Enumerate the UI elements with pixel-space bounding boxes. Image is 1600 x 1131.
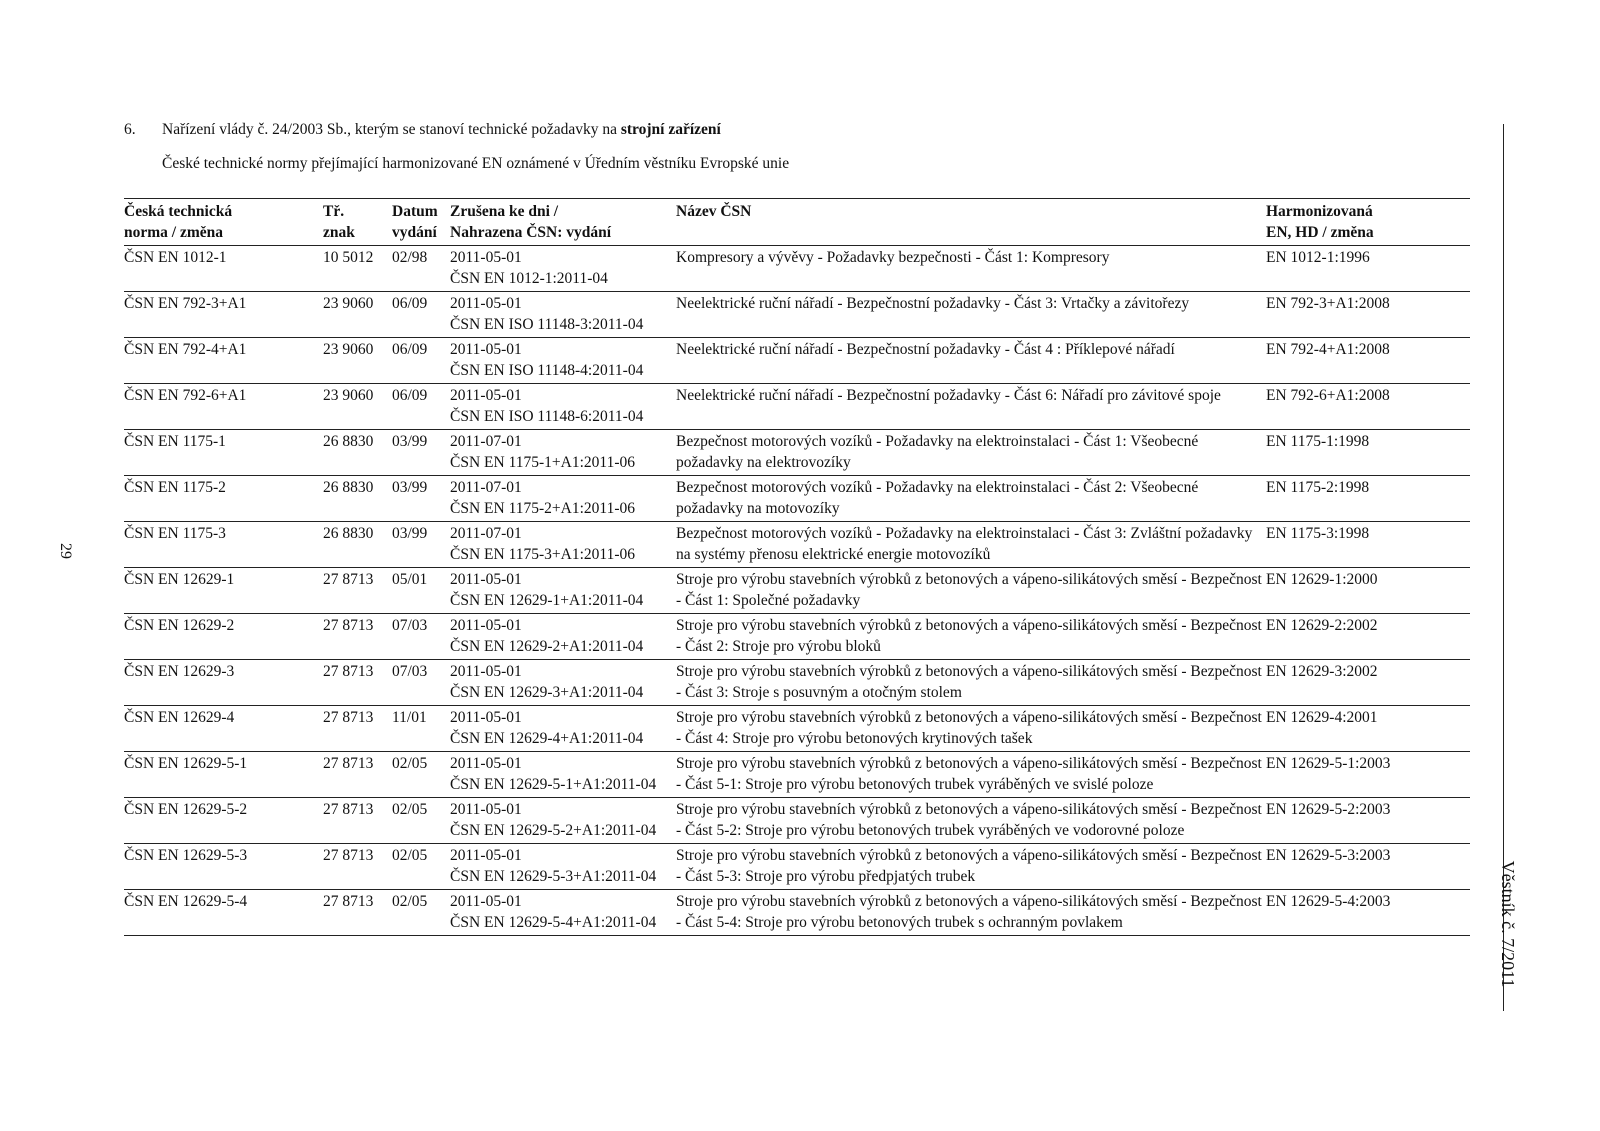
cell-norm: ČSN EN 12629-2 xyxy=(124,617,235,634)
cell-norm: ČSN EN 792-6+A1 xyxy=(124,387,247,404)
cell-harmonized: EN 1175-3:1998 xyxy=(1266,525,1370,542)
cell-norm: ČSN EN 12629-5-2 xyxy=(124,801,248,818)
cell-class: 27 8713 xyxy=(323,663,374,680)
cell-norm: ČSN EN 1175-1 xyxy=(124,433,226,450)
cell-norm: ČSN EN 12629-5-4 xyxy=(124,893,248,910)
cell-class: 27 8713 xyxy=(323,893,374,910)
cancel-date: 2011-05-01 xyxy=(450,341,522,358)
table-row xyxy=(124,660,1470,706)
cell-date: 02/05 xyxy=(392,893,428,910)
cell-cancelled xyxy=(450,614,676,660)
replacement-norm: ČSN EN 12629-5-3+A1:2011-04 xyxy=(450,867,657,885)
cancel-date: 2011-05-01 xyxy=(450,801,522,818)
section-heading-emphasis: strojní zařízení xyxy=(620,121,721,138)
replacement-norm: ČSN EN ISO 11148-4:2011-04 xyxy=(450,361,644,379)
cell-date: 05/01 xyxy=(392,571,428,588)
cell-cancelled xyxy=(450,660,676,706)
cancel-date: 2011-05-01 xyxy=(450,663,522,680)
cell-title: Stroje pro výrobu stavebních výrobků z betonových a vápeno-silikátových směsí - Bezpečnost - Část 5-2: Stroje pro výrobu betonových trubek vyráběných ve vodorovné poloze xyxy=(676,801,1262,839)
header-cancelled: Zrušena ke dni / Nahrazena ČSN: vydání xyxy=(450,199,676,246)
replacement-norm: ČSN EN 12629-5-1+A1:2011-04 xyxy=(450,775,657,793)
cell-harmonized: EN 12629-4:2001 xyxy=(1266,709,1378,726)
table-row xyxy=(124,292,1470,338)
cell-harmonized: EN 792-4+A1:2008 xyxy=(1266,341,1390,358)
cell-norm: ČSN EN 12629-3 xyxy=(124,663,235,680)
section-subheading: České technické normy přejímající harmonizované EN oznámené v Úředním věstníku Evropské unie xyxy=(162,155,790,172)
table-row xyxy=(124,430,1470,476)
cell-class: 26 8830 xyxy=(323,479,374,496)
cell-date: 02/05 xyxy=(392,801,428,818)
cell-cancelled xyxy=(450,752,676,798)
cell-norm: ČSN EN 12629-5-3 xyxy=(124,847,248,864)
cell-cancelled xyxy=(450,384,676,430)
replacement-norm: ČSN EN 12629-3+A1:2011-04 xyxy=(450,683,644,701)
replacement-norm: ČSN EN 1012-1:2011-04 xyxy=(450,269,608,287)
cell-date: 03/99 xyxy=(392,525,428,542)
cell-harmonized: EN 1175-1:1998 xyxy=(1266,433,1370,450)
cell-title: Stroje pro výrobu stavebních výrobků z betonových a vápeno-silikátových směsí - Bezpečnost - Část 5-1: Stroje pro výrobu betonových trubek vyráběných ve svislé poloze xyxy=(676,755,1262,793)
cell-norm: ČSN EN 1175-3 xyxy=(124,525,226,542)
cell-date: 03/99 xyxy=(392,433,428,450)
cell-class: 27 8713 xyxy=(323,847,374,864)
cell-cancelled xyxy=(450,706,676,752)
replacement-norm: ČSN EN 1175-3+A1:2011-06 xyxy=(450,545,635,563)
table-row xyxy=(124,890,1470,936)
table-row xyxy=(124,522,1470,568)
header-date: Datum vydání xyxy=(392,199,450,246)
cell-harmonized: EN 792-3+A1:2008 xyxy=(1266,295,1390,312)
cancel-date: 2011-05-01 xyxy=(450,893,522,910)
cancel-date: 2011-05-01 xyxy=(450,755,522,772)
replacement-norm: ČSN EN 12629-5-4+A1:2011-04 xyxy=(450,913,657,931)
table-row xyxy=(124,568,1470,614)
table-header-row xyxy=(124,199,1470,246)
norms-table xyxy=(124,198,1470,936)
table-row xyxy=(124,844,1470,890)
cell-title: Neelektrické ruční nářadí - Bezpečnostní požadavky - Část 6: Nářadí pro závitové spoje xyxy=(676,387,1221,404)
cell-norm: ČSN EN 1175-2 xyxy=(124,479,226,496)
cell-cancelled xyxy=(450,798,676,844)
replacement-norm: ČSN EN 12629-2+A1:2011-04 xyxy=(450,637,644,655)
cell-norm: ČSN EN 1012-1 xyxy=(124,249,227,266)
cell-norm: ČSN EN 792-4+A1 xyxy=(124,341,247,358)
cell-cancelled xyxy=(450,476,676,522)
table-row xyxy=(124,752,1470,798)
cell-cancelled xyxy=(450,292,676,338)
cell-date: 07/03 xyxy=(392,617,428,634)
cell-harmonized: EN 1012-1:1996 xyxy=(1266,249,1370,266)
header-title: Název ČSN xyxy=(676,199,1266,246)
cell-cancelled xyxy=(450,246,676,292)
cancel-date: 2011-05-01 xyxy=(450,387,522,404)
table-row xyxy=(124,246,1470,292)
cell-harmonized: EN 12629-5-1:2003 xyxy=(1266,755,1391,772)
cell-harmonized: EN 792-6+A1:2008 xyxy=(1266,387,1390,404)
cell-class: 27 8713 xyxy=(323,617,374,634)
cell-title: Bezpečnost motorových vozíků - Požadavky na elektroinstalaci - Část 1: Všeobecné požadavky na elektrovozíky xyxy=(676,433,1199,471)
cell-title: Bezpečnost motorových vozíků - Požadavky na elektroinstalaci - Část 2: Všeobecné požadavky na motovozíky xyxy=(676,479,1199,517)
cell-title: Stroje pro výrobu stavebních výrobků z betonových a vápeno-silikátových směsí - Bezpečnost - Část 2: Stroje pro výrobu bloků xyxy=(676,617,1262,655)
cancel-date: 2011-05-01 xyxy=(450,249,522,266)
cell-date: 02/05 xyxy=(392,847,428,864)
table-row xyxy=(124,798,1470,844)
cell-date: 07/03 xyxy=(392,663,428,680)
cancel-date: 2011-07-01 xyxy=(450,525,522,542)
cell-class: 27 8713 xyxy=(323,755,374,772)
replacement-norm: ČSN EN 1175-1+A1:2011-06 xyxy=(450,453,635,471)
table-row xyxy=(124,476,1470,522)
cancel-date: 2011-07-01 xyxy=(450,479,522,496)
cell-date: 02/98 xyxy=(392,249,428,266)
section-heading xyxy=(124,119,721,141)
journal-issue: Věstník č. 7/2011 xyxy=(1498,860,1518,988)
cell-date: 06/09 xyxy=(392,341,428,358)
table-row xyxy=(124,384,1470,430)
cell-harmonized: EN 12629-5-3:2003 xyxy=(1266,847,1391,864)
section-heading-text: Nařízení vlády č. 24/2003 Sb., kterým se stanoví technické požadavky na xyxy=(162,121,621,138)
table-row xyxy=(124,706,1470,752)
table-row xyxy=(124,338,1470,384)
replacement-norm: ČSN EN 12629-1+A1:2011-04 xyxy=(450,591,644,609)
cell-title: Stroje pro výrobu stavebních výrobků z betonových a vápeno-silikátových směsí - Bezpečnost - Část 5-4: Stroje pro výrobu betonových trubek s ochranným povlakem xyxy=(676,893,1262,931)
cell-harmonized: EN 12629-5-2:2003 xyxy=(1266,801,1391,818)
cancel-date: 2011-05-01 xyxy=(450,571,522,588)
cell-harmonized: EN 12629-2:2002 xyxy=(1266,617,1378,634)
cell-harmonized: EN 1175-2:1998 xyxy=(1266,479,1370,496)
cell-date: 06/09 xyxy=(392,295,428,312)
cell-class: 26 8830 xyxy=(323,525,374,542)
cell-title: Stroje pro výrobu stavebních výrobků z betonových a vápeno-silikátových směsí - Bezpečnost - Část 4: Stroje pro výrobu betonových krytinových tašek xyxy=(676,709,1262,747)
cell-class: 23 9060 xyxy=(323,295,374,312)
cell-class: 27 8713 xyxy=(323,571,374,588)
cell-class: 26 8830 xyxy=(323,433,374,450)
header-class: Tř. znak xyxy=(323,199,392,246)
cell-title: Kompresory a vývěvy - Požadavky bezpečnosti - Část 1: Kompresory xyxy=(676,249,1110,266)
cell-norm: ČSN EN 12629-5-1 xyxy=(124,755,248,772)
cell-harmonized: EN 12629-5-4:2003 xyxy=(1266,893,1391,910)
page-number: 29 xyxy=(57,543,74,559)
cell-title: Bezpečnost motorových vozíků - Požadavky na elektroinstalaci - Část 3: Zvláštní požadavky na systémy přenosu elektrické energie motovozíků xyxy=(676,525,1253,563)
cell-norm: ČSN EN 12629-4 xyxy=(124,709,235,726)
cell-cancelled xyxy=(450,844,676,890)
cell-title: Neelektrické ruční nářadí - Bezpečnostní požadavky - Část 4 : Příklepové nářadí xyxy=(676,341,1175,358)
cancel-date: 2011-05-01 xyxy=(450,847,522,864)
header-harmonized: Harmonizovaná EN, HD / změna xyxy=(1266,199,1470,246)
cell-norm: ČSN EN 792-3+A1 xyxy=(124,295,247,312)
table-row xyxy=(124,614,1470,660)
replacement-norm: ČSN EN 1175-2+A1:2011-06 xyxy=(450,499,635,517)
replacement-norm: ČSN EN 12629-4+A1:2011-04 xyxy=(450,729,644,747)
cell-title: Stroje pro výrobu stavebních výrobků z betonových a vápeno-silikátových směsí - Bezpečnost - Část 1: Společné požadavky xyxy=(676,571,1262,609)
cell-class: 10 5012 xyxy=(323,249,374,266)
cell-title: Stroje pro výrobu stavebních výrobků z betonových a vápeno-silikátových směsí - Bezpečnost - Část 5-3: Stroje pro výrobu předpjatých trubek xyxy=(676,847,1262,885)
cancel-date: 2011-05-01 xyxy=(450,709,522,726)
replacement-norm: ČSN EN ISO 11148-6:2011-04 xyxy=(450,407,644,425)
cell-date: 06/09 xyxy=(392,387,428,404)
cancel-date: 2011-05-01 xyxy=(450,617,522,634)
cell-date: 03/99 xyxy=(392,479,428,496)
cell-harmonized: EN 12629-3:2002 xyxy=(1266,663,1378,680)
section-number: 6. xyxy=(124,121,136,138)
cell-norm: ČSN EN 12629-1 xyxy=(124,571,235,588)
cell-class: 27 8713 xyxy=(323,801,374,818)
cancel-date: 2011-07-01 xyxy=(450,433,522,450)
header-norm: Česká technická norma / změna xyxy=(124,199,323,246)
cell-cancelled xyxy=(450,890,676,936)
cell-title: Neelektrické ruční nářadí - Bezpečnostní požadavky - Část 3: Vrtačky a závitořezy xyxy=(676,295,1190,312)
cell-class: 23 9060 xyxy=(323,387,374,404)
cell-cancelled xyxy=(450,430,676,476)
cell-harmonized: EN 12629-1:2000 xyxy=(1266,571,1378,588)
cell-date: 02/05 xyxy=(392,755,428,772)
cell-cancelled xyxy=(450,568,676,614)
cancel-date: 2011-05-01 xyxy=(450,295,522,312)
replacement-norm: ČSN EN ISO 11148-3:2011-04 xyxy=(450,315,644,333)
cell-class: 27 8713 xyxy=(323,709,374,726)
cell-title: Stroje pro výrobu stavebních výrobků z betonových a vápeno-silikátových směsí - Bezpečnost - Část 3: Stroje s posuvným a otočným stolem xyxy=(676,663,1262,701)
cell-class: 23 9060 xyxy=(323,341,374,358)
cell-cancelled xyxy=(450,522,676,568)
cell-cancelled xyxy=(450,338,676,384)
cell-date: 11/01 xyxy=(392,709,427,726)
replacement-norm: ČSN EN 12629-5-2+A1:2011-04 xyxy=(450,821,657,839)
